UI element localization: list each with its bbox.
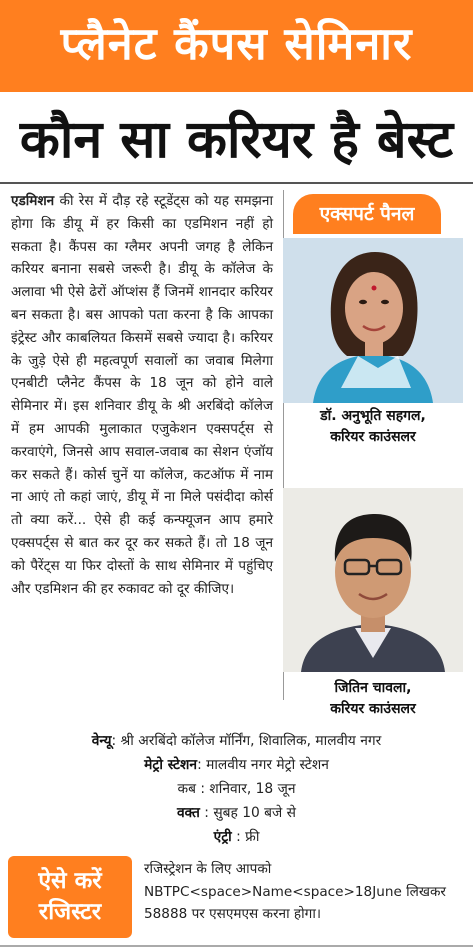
headline-divider <box>0 182 473 184</box>
venue-line <box>0 730 473 752</box>
top-banner <box>0 0 473 92</box>
expert-photo-1 <box>283 238 463 403</box>
time-line <box>0 802 473 824</box>
article-lead-word: एडमिशन <box>11 193 55 209</box>
register-box-line2: रजिस्टर <box>38 899 102 925</box>
banner-title: प्लैनेट कैंपस सेमिनार <box>60 17 413 70</box>
register-box-line1: ऐसे करें <box>38 868 102 894</box>
expert-2-name: जितिन चावला, <box>334 680 412 696</box>
register-text-line1: रजिस्ट्रेशन के लिए आपको <box>144 861 272 877</box>
time-value: : सुबह 10 बजे से <box>199 805 297 821</box>
venue-value: : श्री अरबिंदो कॉलेज मॉर्निंग, शिवालिक, मालवीय नगर <box>111 733 382 749</box>
register-box <box>8 856 132 938</box>
article-body <box>11 190 273 600</box>
time-label: वक्त <box>176 805 200 821</box>
date-line: कब : शनिवार, 18 जून <box>177 781 296 797</box>
article-text: की रेस में दौड़ रहे स्टूडेंट्स को यह समझना होगा कि डीयू में हर किसी का एडमिशन नहीं हो सकता है। कैंपस का ग्लैमर अपनी जगह है लेकिन करियर बनाना सबसे जरूरी है। डीयू के कॉलेज के अलावा भी ऐसे ढेरों ऑप्शंस हैं जिनमें शानदार करियर बन सकता है। बस आपको पता करना है कि आपका इंट्रेस्ट और काबलियत किसमें सबसे ज्यादा है। करियर के जुड़े ऐसे ही महत्वपूर्ण सवालों का जवाब मिलेगा एनबीटी प्लैनेट कैंपस के 18 जून को होने वाले सेमिनार में। इस शनिवार डीयू के श्री अरबिंदो कॉलेज में हम आपकी मुलाकात एजुकेशन एक्सपर्ट्स से करवाएंगे, जिनसे आप सवाल-जवाब का सेशन एंजॉय कर सकते हैं। कोर्स चुनें या कॉलेज, कटऑफ में नाम ना आएं तो कहां जाएं, डीयू में ना मिले पसंदीदा कोर्स तो क्या करें... ऐसे ही कई कन्फ्यूजन आप हमारे एक्सपर्ट्स से बात कर दूर कर सकते हैं। तो 18 जून को पैरेंट्स या फिर दोस्तों के साथ सेमिनार में पहुंचिए और एडमिशन की हर रुकावट को दूर कीजिए। <box>11 193 273 597</box>
entry-value: : फ्री <box>231 829 260 845</box>
metro-value: : मालवीय नगर मेट्रो स्टेशन <box>197 757 329 773</box>
expert-1-role: करियर काउंसलर <box>330 429 416 445</box>
portrait-woman-image <box>283 238 463 403</box>
register-text-line3: 58888 पर एसएमएस करना होगा। <box>144 906 321 922</box>
entry-line <box>0 826 473 848</box>
expert-panel-tab: एक्सपर्ट पैनल <box>293 194 441 234</box>
portrait-man-image <box>283 488 463 672</box>
venue-label: वेन्यू <box>91 733 112 749</box>
expert-photo-2 <box>283 488 463 672</box>
metro-line <box>0 754 473 776</box>
expert-2-role: करियर काउंसलर <box>330 701 416 717</box>
expert-1-caption <box>283 406 463 448</box>
headline: कौन सा करियर है बेस्ट <box>19 110 454 170</box>
expert-1-name: डॉ. अनुभूति सहगल, <box>320 408 426 424</box>
bottom-divider <box>0 945 473 947</box>
register-instructions <box>144 858 464 926</box>
entry-label: एंट्री <box>213 829 232 845</box>
register-text-line2: NBTPC<space>Name<space>18June लिखकर <box>144 883 446 900</box>
expert-2-caption <box>283 678 463 720</box>
metro-label: मेट्रो स्टेशन <box>144 757 198 773</box>
